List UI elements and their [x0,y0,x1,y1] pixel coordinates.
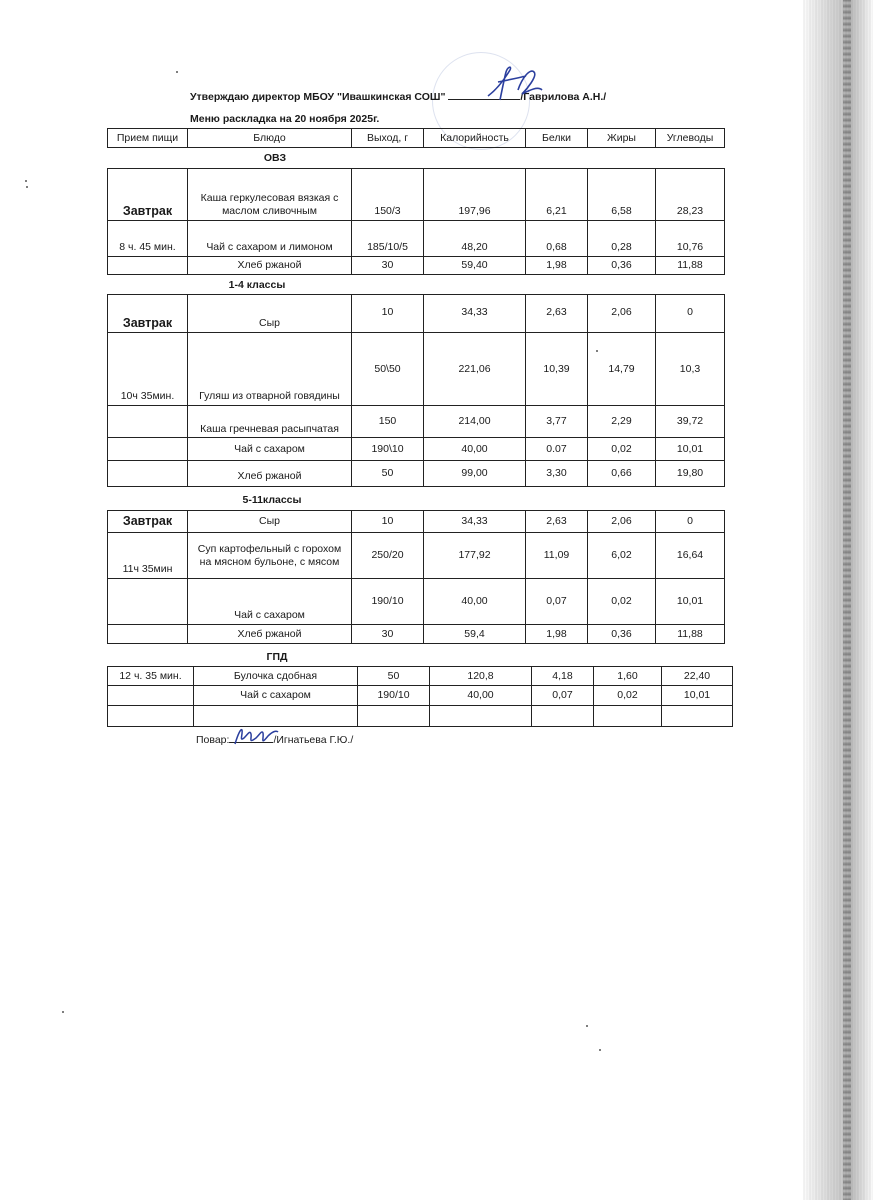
protein-cell: 11,09 [526,533,588,579]
table-row [108,257,725,275]
carbs-cell: 10,01 [656,579,725,625]
fat-cell: 0,66 [588,461,656,487]
column-header-row [108,129,725,148]
kcal-cell: 40,00 [424,438,526,461]
protein-cell: 2,63 [526,295,588,333]
carbs-cell: 10,01 [656,438,725,461]
col-meal: Прием пищи [108,129,188,148]
carbs-cell: 10,01 [662,686,733,706]
protein-cell: 0,07 [532,686,594,706]
table-grades-1-4 [107,294,725,487]
scan-speck [62,1011,64,1013]
carbs-cell: 39,72 [656,406,725,438]
carbs-cell: 22,40 [662,667,733,686]
protein-cell: 0.07 [526,438,588,461]
fat-cell: 0,02 [594,686,662,706]
table-row [108,706,733,727]
meal-time-cell: 10ч 35мин. [108,333,188,406]
yield-cell: 190\10 [352,438,424,461]
dish-cell: Хлеб ржаной [188,461,352,487]
meal-cell [108,625,188,644]
dish-cell: Сыр [188,295,352,333]
yield-cell: 50 [358,667,430,686]
column-header-table [107,128,725,148]
kcal-cell: 59,4 [424,625,526,644]
yield-cell: 30 [352,257,424,275]
dish-cell: Суп картофельный с горохом на мясном бульоне, с мясом [188,533,352,579]
yield-cell: 190/10 [358,686,430,706]
dish-cell: Хлеб ржаной [188,257,352,275]
table-grades-5-11 [107,510,725,644]
protein-cell: 0,68 [526,221,588,257]
kcal-cell: 34,33 [424,511,526,533]
cook-name: /Игнатьева Г.Ю./ [273,734,354,746]
protein-cell: 6,21 [526,169,588,221]
carbs-cell: 11,88 [656,257,725,275]
section-title-grades-1-4: 1-4 классы [228,279,286,291]
table-ovz [107,168,725,275]
approval-prefix: Утверждаю директор МБОУ "Ивашкинская СОШ" [190,91,446,103]
scan-speck [176,71,178,73]
kcal-cell: 221,06 [424,333,526,406]
dish-cell: Чай с сахаром [188,438,352,461]
director-signature [482,60,546,106]
table-row [108,438,725,461]
carbs-cell: 0 [656,511,725,533]
carbs-cell: 0 [656,295,725,333]
dish-cell: Каша гречневая расыпчатая [188,406,352,438]
kcal-cell: 48,20 [424,221,526,257]
scan-speck [25,180,27,182]
kcal-cell: 59,40 [424,257,526,275]
fat-cell: 2,29 [588,406,656,438]
protein-cell: 3,77 [526,406,588,438]
carbs-cell: 19,80 [656,461,725,487]
table-row [108,533,725,579]
dish-cell: Булочка сдобная [194,667,358,686]
fat-cell: 0,36 [588,625,656,644]
yield-cell: 10 [352,295,424,333]
yield-cell [358,706,430,727]
cook-signature [232,724,280,750]
fat-cell: 14,79 [588,333,656,406]
meal-cell [108,438,188,461]
protein-cell: 3,30 [526,461,588,487]
kcal-cell: 120,8 [430,667,532,686]
kcal-cell: 214,00 [424,406,526,438]
dish-cell: Хлеб ржаной [188,625,352,644]
yield-cell: 185/10/5 [352,221,424,257]
meal-cell [108,686,194,706]
fat-cell: 2,06 [588,295,656,333]
dish-cell: Чай с сахаром [194,686,358,706]
kcal-cell: 99,00 [424,461,526,487]
meal-cell [108,579,188,625]
meal-cell [108,461,188,487]
protein-cell: 2,63 [526,511,588,533]
kcal-cell: 34,33 [424,295,526,333]
cook-label: Повар: [196,734,230,746]
table-row [108,511,725,533]
carbs-cell: 28,23 [656,169,725,221]
table-row [108,461,725,487]
table-row [108,169,725,221]
yield-cell: 50\50 [352,333,424,406]
table-row [108,406,725,438]
dish-cell: Гуляш из отварной говядины [188,333,352,406]
col-yield: Выход, г [352,129,424,148]
scan-speck [599,1049,601,1051]
fat-cell: 0,02 [588,438,656,461]
table-row [108,686,733,706]
fat-cell: 6,02 [588,533,656,579]
menu-title: Меню раскладка на 20 ноября 2025г. [190,113,380,125]
fat-cell: 0,36 [588,257,656,275]
table-gpd [107,666,733,727]
meal-cell: Завтрак [108,511,188,533]
protein-cell [532,706,594,727]
table-row [108,221,725,257]
protein-cell: 1,98 [526,257,588,275]
yield-cell: 150 [352,406,424,438]
dish-cell: Сыр [188,511,352,533]
table-row [108,579,725,625]
table-row [108,333,725,406]
table-row [108,625,725,644]
yield-cell: 10 [352,511,424,533]
col-fat: Жиры [588,129,656,148]
fat-cell: 0,28 [588,221,656,257]
meal-cell [108,706,194,727]
fat-cell: 0,02 [588,579,656,625]
carbs-cell: 11,88 [656,625,725,644]
meal-cell [108,257,188,275]
section-title-grades-5-11: 5-11классы [242,494,302,506]
yield-cell: 150/3 [352,169,424,221]
kcal-cell [430,706,532,727]
section-title-ovz: ОВЗ [263,152,287,164]
meal-time-cell: 11ч 35мин [108,533,188,579]
protein-cell: 1,98 [526,625,588,644]
table-row [108,667,733,686]
fat-cell [594,706,662,727]
protein-cell: 10,39 [526,333,588,406]
meal-cell: Завтрак [108,295,188,333]
meal-cell: Завтрак [108,169,188,221]
fat-cell: 6,58 [588,169,656,221]
yield-cell: 30 [352,625,424,644]
col-dish: Блюдо [188,129,352,148]
col-carbs: Углеводы [656,129,725,148]
dish-cell: Каша геркулесовая вязкая с маслом сливочным [188,169,352,221]
dish-cell: Чай с сахаром [188,579,352,625]
dish-cell: Чай с сахаром и лимоном [188,221,352,257]
table-row [108,295,725,333]
fat-cell: 1,60 [594,667,662,686]
carbs-cell: 10,3 [656,333,725,406]
col-protein: Белки [526,129,588,148]
section-title-gpd: ГПД [266,651,288,663]
col-kcal: Калорийность [424,129,526,148]
carbs-cell: 16,64 [656,533,725,579]
carbs-cell: 10,76 [656,221,725,257]
kcal-cell: 40,00 [424,579,526,625]
meal-cell [108,406,188,438]
approval-name: /Гаврилова А.Н./ [520,91,607,103]
scan-speck [586,1025,588,1027]
yield-cell: 250/20 [352,533,424,579]
protein-cell: 4,18 [532,667,594,686]
kcal-cell: 197,96 [424,169,526,221]
kcal-cell: 177,92 [424,533,526,579]
meal-time-cell: 12 ч. 35 мин. [108,667,194,686]
fat-cell: 2,06 [588,511,656,533]
protein-cell: 0,07 [526,579,588,625]
scan-edge-line [843,0,851,1200]
scan-speck [596,350,598,352]
carbs-cell [662,706,733,727]
kcal-cell: 40,00 [430,686,532,706]
yield-cell: 190/10 [352,579,424,625]
scan-edge-artifact [803,0,873,1200]
meal-time-cell: 8 ч. 45 мин. [108,221,188,257]
scan-speck [26,186,28,188]
yield-cell: 50 [352,461,424,487]
